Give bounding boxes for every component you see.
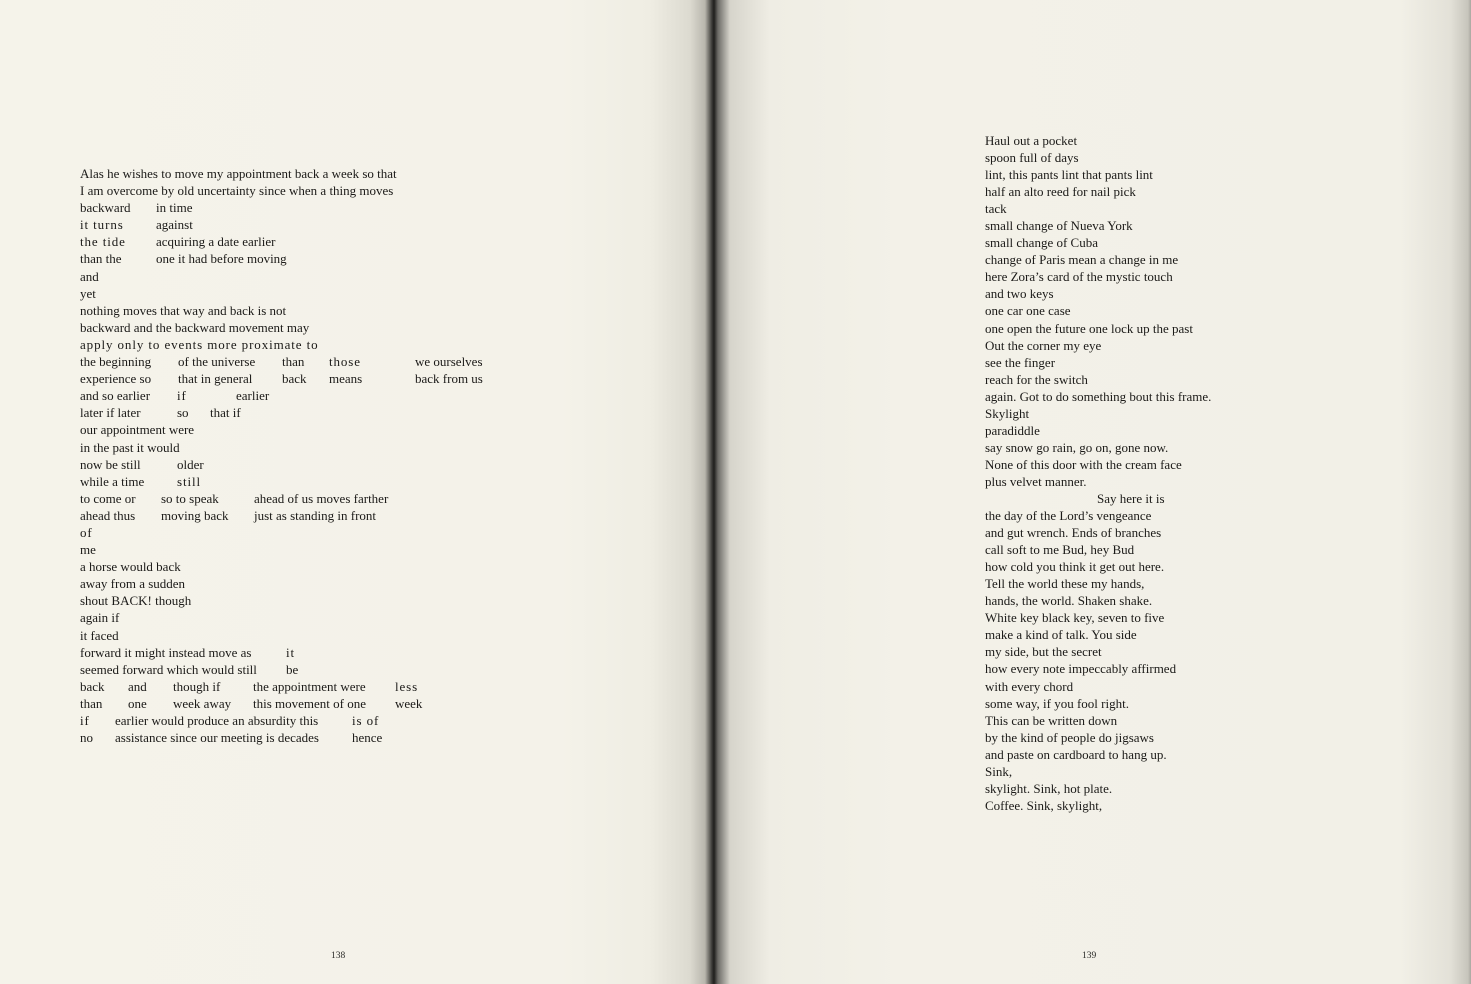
right-page: [716, 0, 1471, 984]
poem-line-segment: of the universe: [178, 354, 256, 370]
poem-line-segment: half an alto reed for nail pick: [985, 184, 1136, 200]
poem-line: [80, 644, 480, 661]
poem-line: [985, 200, 1285, 217]
poem-line-segment: spoon full of days: [985, 150, 1079, 166]
poem-line: [985, 337, 1285, 354]
poem-line-segment: back: [282, 371, 307, 387]
poem-line-segment: week: [395, 695, 423, 711]
poem-line-segment: than the: [80, 251, 122, 267]
poem-line: [985, 183, 1285, 200]
poem-line: [80, 558, 480, 575]
poem-line: [985, 456, 1285, 473]
poem-line-segment: than: [80, 695, 103, 711]
poem-line-segment: experience so: [80, 371, 152, 387]
poem-line: [985, 132, 1285, 149]
right-poem: [985, 132, 1285, 814]
poem-line-segment: earlier: [236, 388, 270, 404]
poem-line-segment: the tide: [80, 234, 126, 250]
poem-line: [985, 626, 1285, 643]
poem-line: [985, 746, 1285, 763]
poem-line: [80, 729, 480, 746]
poem-line-segment: forward it might instead move as: [80, 644, 252, 660]
poem-line-segment: Alas he wishes to move my appointment back a week so that: [80, 166, 397, 181]
poem-line: [80, 404, 480, 421]
poem-line-segment: one it had before moving: [156, 251, 287, 267]
poem-line-segment: still: [177, 473, 202, 489]
poem-line-segment: hands, the world. Shaken shake.: [985, 593, 1153, 609]
poem-line-segment: this movement of one: [253, 695, 367, 711]
poem-line: [985, 285, 1285, 302]
poem-line-segment: Tell the world these my hands,: [985, 576, 1145, 592]
poem-line-segment: nothing moves that way and back is not: [80, 302, 287, 318]
poem-line: [985, 780, 1285, 797]
poem-line-segment: it turns: [80, 217, 124, 233]
poem-line-segment: Sink,: [985, 763, 1013, 779]
poem-line: [985, 575, 1285, 592]
poem-line-segment: the appointment were: [253, 678, 366, 694]
poem-line-segment: me: [80, 542, 96, 558]
poem-line: [80, 592, 480, 609]
poem-line: [985, 729, 1285, 746]
poem-line: [985, 558, 1285, 575]
poem-line-segment: here Zora’s card of the mystic touch: [985, 269, 1173, 285]
poem-line: [985, 166, 1285, 183]
poem-line: [80, 233, 480, 250]
left-poem: [80, 165, 483, 746]
poem-line-segment: and so earlier: [80, 388, 151, 404]
poem-line-segment: paradiddle: [985, 422, 1040, 438]
poem-line-segment: White key black key, seven to five: [985, 610, 1165, 626]
poem-line: [985, 609, 1285, 626]
poem-line-segment: assistance since our meeting is decades: [115, 730, 319, 746]
poem-line-segment: earlier would produce an absurdity this: [115, 713, 319, 728]
poem-line: [985, 371, 1285, 388]
poem-line-segment: and paste on cardboard to hang up.: [985, 746, 1167, 762]
poem-line-segment: see the finger: [985, 354, 1056, 370]
poem-line-segment: our appointment were: [80, 422, 195, 438]
poem-line-segment: is of: [352, 713, 380, 728]
poem-line-segment: and gut wrench. Ends of branches: [985, 525, 1162, 541]
poem-line-segment: than: [282, 354, 305, 370]
poem-line: [80, 490, 480, 507]
poem-line: [985, 592, 1285, 609]
poem-line: [80, 524, 480, 541]
poem-line: [985, 405, 1285, 422]
poem-line-segment: means: [329, 371, 363, 387]
poem-line-segment: ahead thus: [80, 507, 136, 523]
poem-line: [80, 473, 480, 490]
poem-line-segment: some way, if you fool right.: [985, 695, 1129, 711]
poem-line: [80, 268, 480, 285]
poem-line-segment: be: [286, 661, 299, 677]
poem-line-segment: in the past it would: [80, 439, 180, 455]
poem-line-segment: one car one case: [985, 303, 1071, 319]
poem-line-segment: one open the future one lock up the past: [985, 320, 1193, 336]
poem-line: [985, 541, 1285, 558]
poem-line-segment: so to speak: [161, 490, 219, 506]
poem-line: [80, 712, 480, 729]
poem-line: [985, 234, 1285, 251]
poem-line: [985, 149, 1285, 166]
poem-line-segment: Out the corner my eye: [985, 337, 1102, 353]
poem-line: [985, 524, 1285, 541]
poem-line: [985, 251, 1285, 268]
poem-line-segment: acquiring a date earlier: [156, 234, 276, 250]
poem-line-segment: so: [177, 405, 189, 421]
poem-line-segment: week away: [173, 695, 232, 711]
poem-line-segment: by the kind of people do jigsaws: [985, 729, 1154, 745]
poem-line-segment: later if later: [80, 405, 141, 421]
poem-line: [80, 678, 480, 695]
poem-line: [80, 507, 480, 524]
poem-line: [80, 285, 480, 302]
poem-line-segment: seemed forward which would still: [80, 661, 257, 677]
poem-line-segment: I am overcome by old uncertainty since when a thing moves: [80, 183, 394, 199]
poem-line-segment: backward: [80, 200, 131, 216]
left-page-number: 138: [331, 951, 346, 961]
poem-line-segment: reach for the switch: [985, 371, 1088, 387]
poem-line-segment: against: [156, 217, 193, 233]
poem-line: [80, 661, 480, 678]
poem-line-segment: Say here it is: [1097, 490, 1165, 506]
poem-line-segment: of: [80, 524, 93, 540]
poem-line-segment: small change of Nueva York: [985, 218, 1133, 234]
poem-line: [80, 609, 480, 626]
poem-line: [985, 439, 1285, 456]
poem-line-segment: it: [286, 644, 296, 660]
poem-line-segment: back: [80, 678, 105, 694]
poem-line-segment: say snow go rain, go on, gone now.: [985, 439, 1169, 455]
right-page-number: 139: [1082, 951, 1097, 961]
poem-line-segment: though if: [173, 678, 221, 694]
poem-line-segment: change of Paris mean a change in me: [985, 252, 1179, 268]
poem-line-segment: those: [329, 354, 361, 370]
poem-line: [985, 320, 1285, 337]
poem-line-segment: while a time: [80, 473, 145, 489]
poem-line-segment: again. Got to do something bout this frame.: [985, 388, 1212, 404]
poem-line: [80, 319, 480, 336]
poem-line-segment: again if: [80, 610, 120, 626]
poem-line: [985, 422, 1285, 439]
poem-line: [80, 387, 480, 404]
poem-line-segment: away from a sudden: [80, 576, 186, 592]
poem-line: [985, 490, 1285, 507]
poem-line-segment: moving back: [161, 507, 229, 523]
poem-line-segment: lint, this pants lint that pants lint: [985, 167, 1153, 183]
poem-line-segment: None of this door with the cream face: [985, 456, 1182, 472]
poem-line: [80, 370, 483, 387]
poem-line-segment: small change of Cuba: [985, 235, 1098, 251]
poem-line-segment: Coffee. Sink, skylight,: [985, 797, 1103, 813]
poem-line-segment: make a kind of talk. You side: [985, 627, 1137, 643]
poem-line-segment: yet: [80, 285, 96, 301]
poem-line-segment: skylight. Sink, hot plate.: [985, 780, 1113, 796]
poem-line: [80, 541, 480, 558]
poem-line-segment: older: [177, 456, 204, 472]
poem-line: [80, 695, 480, 712]
poem-line-segment: and: [128, 678, 147, 694]
poem-line: [985, 268, 1285, 285]
poem-line: [985, 678, 1285, 695]
poem-line: [985, 797, 1285, 814]
left-page: [0, 0, 712, 984]
poem-line-segment: how every note impeccably affirmed: [985, 661, 1177, 677]
poem-line-segment: This can be written down: [985, 712, 1118, 728]
poem-line-segment: if: [80, 713, 90, 728]
poem-line-segment: with every chord: [985, 678, 1074, 694]
poem-line-segment: that in general: [178, 371, 253, 387]
poem-line: [80, 336, 480, 353]
poem-line-segment: just as standing in front: [254, 507, 377, 523]
poem-line-segment: back from us: [415, 371, 483, 387]
poem-line-segment: and: [80, 268, 99, 284]
poem-line-segment: plus velvet manner.: [985, 473, 1087, 489]
poem-line: [80, 165, 480, 182]
poem-line: [80, 199, 480, 216]
poem-line-segment: if: [177, 388, 187, 404]
poem-line: [985, 660, 1285, 677]
poem-line: [80, 353, 483, 370]
poem-line: [80, 250, 480, 267]
poem-line-segment: in time: [156, 200, 193, 216]
poem-line-segment: tack: [985, 201, 1007, 217]
poem-line-segment: Haul out a pocket: [985, 133, 1078, 148]
poem-line-segment: that if: [210, 405, 241, 421]
poem-line-segment: less: [395, 678, 419, 694]
poem-line: [80, 216, 480, 233]
poem-line: [80, 421, 480, 438]
poem-line-segment: no: [80, 730, 93, 746]
poem-line-segment: we ourselves: [415, 354, 483, 370]
poem-line-segment: now be still: [80, 456, 141, 472]
poem-line: [80, 627, 480, 644]
poem-line-segment: call soft to me Bud, hey Bud: [985, 542, 1135, 558]
poem-line-segment: Skylight: [985, 405, 1030, 421]
poem-line: [985, 643, 1285, 660]
poem-line-segment: my side, but the secret: [985, 644, 1102, 660]
poem-line: [985, 302, 1285, 319]
poem-line: [80, 439, 480, 456]
poem-line-segment: and two keys: [985, 286, 1054, 302]
poem-line-segment: the day of the Lord’s vengeance: [985, 508, 1152, 524]
poem-line: [985, 473, 1285, 490]
poem-line: [80, 456, 480, 473]
poem-line-segment: the beginning: [80, 354, 152, 370]
poem-line: [80, 575, 480, 592]
poem-line: [985, 388, 1285, 405]
poem-line-segment: apply only to events more proximate to: [80, 336, 319, 352]
poem-line: [985, 695, 1285, 712]
poem-line: [985, 712, 1285, 729]
poem-line: [985, 217, 1285, 234]
poem-line-segment: to come or: [80, 490, 136, 506]
poem-line: [985, 354, 1285, 371]
poem-line-segment: how cold you think it get out here.: [985, 559, 1165, 575]
poem-line: [985, 507, 1285, 524]
poem-line-segment: one: [128, 695, 147, 711]
poem-line-segment: backward and the backward movement may: [80, 319, 310, 335]
poem-line-segment: it faced: [80, 627, 119, 643]
poem-line-segment: ahead of us moves farther: [254, 490, 389, 506]
poem-line-segment: shout BACK! though: [80, 593, 192, 609]
poem-line-segment: hence: [352, 730, 383, 746]
poem-line: [80, 182, 480, 199]
poem-line: [985, 763, 1285, 780]
poem-line-segment: a horse would back: [80, 559, 181, 575]
poem-line: [80, 302, 480, 319]
